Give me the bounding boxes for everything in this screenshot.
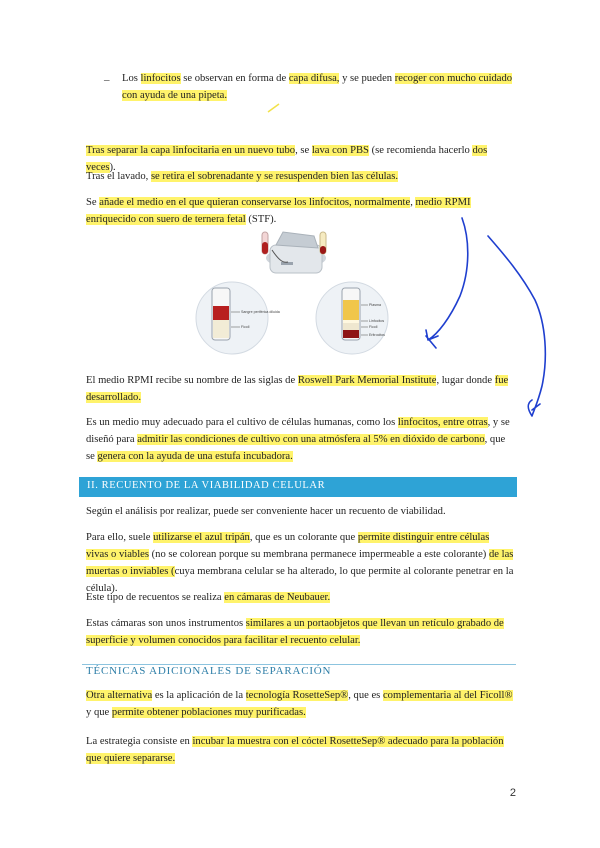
highlighted-text: capa difusa, (288, 73, 340, 84)
highlighted-text: Otra alternativa (86, 690, 153, 701)
tube-before (212, 288, 230, 340)
label-ficoll-1: Ficoll (241, 325, 250, 329)
paragraph-neubauer (86, 589, 514, 606)
text-run: Es un medio muy adecuado para el cultivo de células humanas, como los (86, 417, 398, 428)
text-run: , (410, 197, 416, 208)
highlighted-text: incubar la muestra con el cóctel RosetteSep® adecuado para la población que quiere separarse. (86, 736, 504, 764)
paragraph-rpmi-uso (86, 414, 514, 465)
text-run: Este tipo de recuentos se realiza (86, 592, 225, 603)
text-run: y que (86, 707, 112, 718)
highlighted-text: de las muertas o inviables ( (86, 549, 514, 577)
text-run: Según el análisis por realizar, puede ser conveniente hacer un recuento de viabilidad. (86, 506, 446, 517)
small-tube-left (262, 232, 268, 254)
tube-after (342, 288, 360, 340)
text-run: ). (109, 162, 116, 173)
highlighted-text: dos veces (86, 145, 488, 173)
section-title: II. RECUENTO DE LA VIABILIDAD CELULAR (87, 480, 326, 491)
paragraph-camaras (86, 615, 514, 649)
text-run: , que se (86, 434, 506, 462)
highlighted-text: complementaria al del Ficoll® (382, 690, 513, 701)
paragraph-estrategia (86, 733, 514, 767)
text-run: , se (295, 145, 312, 156)
text-run: (se recomienda hacerlo (368, 145, 473, 156)
bullet-dash: – (104, 74, 110, 86)
tube-detail-circle-left (196, 282, 268, 354)
highlighted-text: linfocitos, entre otras (397, 417, 488, 428)
highlighted-text: añade el medio en el que quieran conservarse los linfocitos, normalmente (99, 197, 411, 208)
highlighted-text: con ayuda de una pipeta. (122, 90, 228, 101)
highlighted-text: utilizarse el azul tripán (153, 532, 250, 543)
highlighted-text: genera con la ayuda de una estufa incubadora. (97, 451, 293, 462)
paragraph-analisis (86, 503, 514, 520)
highlighted-text: admitir las condiciones de cultivo con una atmósfera al 5% en dióxido de carbono (137, 434, 485, 445)
small-tube-right (320, 232, 326, 254)
highlighted-text: Roswell Park Memorial Institute (297, 375, 437, 386)
label-eritrocitos: Eritrocitos (369, 333, 385, 337)
label-plasma: Plasma (369, 303, 381, 307)
paragraph-rpmi-siglas (86, 372, 514, 406)
paragraph-azul-tripan (86, 529, 514, 597)
text-run: , y se diseñó para (86, 417, 510, 445)
text-run: Se (86, 197, 100, 208)
text-run: La estrategia consiste en (86, 736, 193, 747)
highlighted-text: Tras separar la capa linfocitaria en un nuevo tubo (86, 145, 296, 156)
text-run: (STF). (245, 214, 277, 225)
text-run: se observan en forma de (180, 73, 289, 84)
highlighted-text: linfocitos (140, 73, 181, 84)
text-run: Estas cámaras son unos instrumentos (86, 618, 246, 629)
highlighted-text: lava con PBS (311, 145, 369, 156)
highlighted-text: permite distinguir entre células vivas o viables (86, 532, 490, 560)
highlighted-text: fue desarrollado. (86, 375, 509, 403)
page-number: 2 (509, 787, 516, 799)
text-run: , que es (348, 690, 383, 701)
text-run: , que es un colorante que (249, 532, 358, 543)
highlighted-text: permite obtener poblaciones muy purificadas. (111, 707, 306, 718)
highlighted-text: se retira el sobrenadante y se resuspenden bien las células. (150, 171, 399, 182)
label-ficoll-2: Ficoll (369, 325, 378, 329)
label-linfocitos: Linfocitos (369, 319, 385, 323)
centrifuge-icon (266, 232, 326, 273)
text-run: Para ello, suele (86, 532, 154, 543)
text-run: El medio RPMI recibe su nombre de las siglas de (86, 375, 298, 386)
text-run: es la aplicación de la (152, 690, 246, 701)
highlighted-text: tecnología RosetteSep® (245, 690, 349, 701)
text-run: y se pueden (339, 73, 395, 84)
text-run: Los (122, 73, 141, 84)
highlighted-text: medio RPMI enriquecido con suero de ternera fetal (86, 197, 471, 225)
text-run: , lugar donde (436, 375, 495, 386)
highlighted-text: recoger con mucho cuidado (394, 73, 513, 84)
highlighted-text: similares a un portaobjetos que llevan un retículo grabado de superficie y volumen conocidos para facilitar el recuento celular. (86, 618, 504, 646)
label-sangre: Sangre periférica diluida (241, 310, 280, 314)
text-run: cuya membrana celular se ha alterado, lo que permite al colorante penetrar en la célula). (86, 566, 514, 594)
text-run: (no se colorean porque su membrana permanece impermeable a este colorante) (148, 549, 489, 560)
highlighted-text: en cámaras de Neubauer. (224, 592, 331, 603)
section-header-bar (79, 477, 517, 497)
text-run: Tras el lavado, (86, 171, 151, 182)
subheading: TÉCNICAS ADICIONALES DE SEPARACIÓN (86, 665, 332, 677)
paragraph-rosettesep (86, 687, 514, 721)
